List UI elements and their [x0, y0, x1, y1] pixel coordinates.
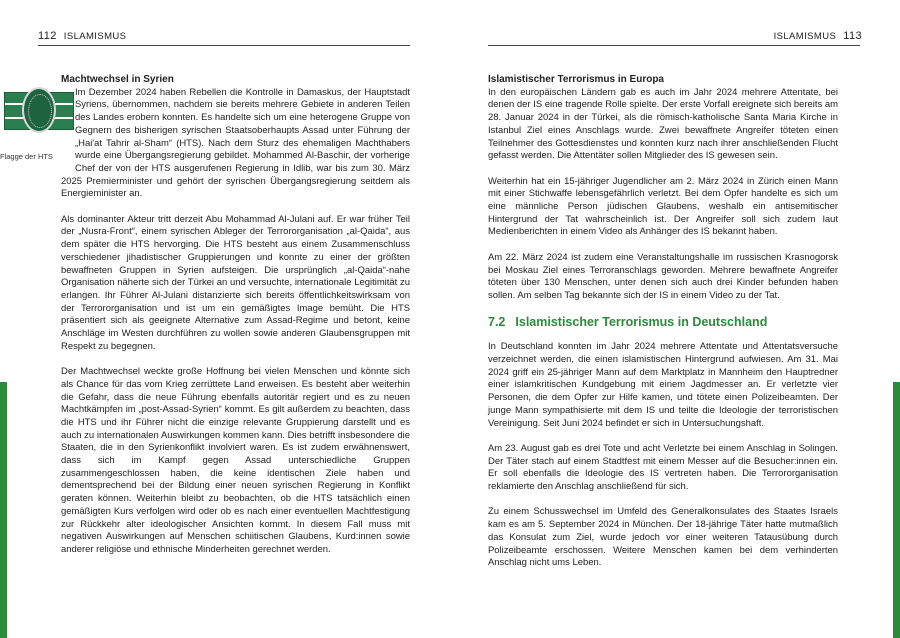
left-heading: Machtwechsel in Syrien — [61, 74, 174, 85]
right-paragraph: Am 22. März 2024 ist zudem eine Veranstaltungshalle im russischen Krasnogorsk bei Moskau Ziel eines Terroranschlags geworden. Mehrere bewaffnete Angreifer töteten über 130 Menschen, unter denen sich auch drei Kinder befunden haben sollen. Am selben Tag bekannte sich der IS in einem Video zu der Tat. — [488, 251, 838, 301]
left-paragraph: Der Machtwechsel weckte große Hoffnung bei vielen Menschen und könnte sich als Chance für das vom Krieg zerrüttete Land erweisen. Es besteht aber weiterhin die Gefahr, dass die neue Führung ebenfalls autoritär regiert und es zu neuen Machtkämpfen im „post-Assad-Syrien“ kommt. Es gilt außerdem zu beachten, dass die HTS und ihr Führer nicht die einzige relevante Gruppierung darstellt und es auch zu internationalen Auswirkungen kommen kann. Dies betrifft insbesondere die Staaten, die in den Syrienkonflikt involviert waren. Es ist zudem erwähnenswert, dass sich im Kampf gegen Assad unterschiedliche Gruppen zusammengeschlossen haben, die keine identischen Ziele haben und dementsprechend bei der Bildung einer neuen syrischen Regierung in Konflikt geraten können. Weiterhin bleibt zu beobachten, ob die HTS tatsächlich einen gemäßigten Kurs verfolgen wird oder ob es nach einer eventuellen Machtfestigung zur Rückkehr alter ideologischer Ansichten kommt. In diesem Fall muss mit negativen Auswirkungen auf Menschen schiitischen Glaubens, Kurd:innen sowie anderer religiöse und ethnische Minderheiten gerechnet werden. — [61, 366, 410, 555]
section-title: Islamistischer Terrorismus in Deutschland — [515, 315, 768, 330]
flag-caption: Flagge der HTS — [0, 151, 53, 161]
right-paragraph: In den europäischen Ländern gab es auch im Jahr 2024 mehrere Attentate, bei denen der IS eine tragende Rolle spielte. Der erste Vorfall ereignete sich bereits am 28. Januar 2024 in der Türkei, als die römisch-katholische Santa Maria Kirche in Istanbul Ziel eines Anschlags wurde. Zwei bewaffnete Angreifer töteten einen Teilnehmer des Gottesdienstes und konnten kurz nach ihrer anschließenden Flucht gefasst werden. Die Attentäter sollen Mitglieder des IS gewesen sein. — [488, 86, 838, 162]
section-number: 7.2 — [488, 315, 506, 330]
right-page-number: 113 — [843, 30, 862, 42]
left-running-head-title: ISLAMISMUS — [63, 31, 127, 42]
hts-flag-image — [4, 92, 74, 130]
left-paragraph: Im Dezember 2024 haben Rebellen die Kontrolle in Damaskus, der Hauptstadt Syriens, übernommen, nachdem sie bereits mehrere Gebiete in anderen Teilen des Landes erobern konnten. Es handelte sich um eine heterogene Gruppe von Gegnern des bisherigen syrischen Staatsoberhaupts Assad unter Führung der „Hai'at Tahrir al-Sham“ (HTS). Nach dem Sturz des ehemaligen Machthabers wurde eine Übergangsregierung gebildet. Mohammed Al-Baschir, der vorherige Chef der von der HTS ausgerufenen Regierung in Idlib, war bis zum 30. März 2025 Premierminister und gehört der syrischen Übergangsregierung seitdem als Energieminister an. — [61, 86, 410, 200]
flag-seal-icon — [22, 87, 56, 133]
hts-flag-figure — [0, 87, 75, 167]
left-page-number: 112 — [38, 30, 57, 42]
right-paragraph: In Deutschland konnten im Jahr 2024 mehrere Attentate und Attentatsversuche verzeichnet werden, die einen islamistischen Hintergrund aufwiesen. Am 31. Mai 2024 griff ein 25-jähriger Mann auf dem Marktplatz in Mannheim den Hauptredner einer islamkritischen Kundgebung mit einem Jagdmesser an. Er verletzte vier Personen, die dem Opfer zur Hilfe kamen, und tötete einen Polizeibeamten. Der junge Mann sympathisierte mit dem IS und teilte die Ideologie der terroristischen Vereinigung. Seit Juni 2024 befindet er sich in Untersuchungshaft. — [488, 341, 838, 429]
left-body — [0, 74, 410, 569]
right-heading: Islamistischer Terrorismus in Europa — [488, 74, 664, 85]
right-green-edge-bar — [893, 382, 900, 638]
right-paragraph: Am 23. August gab es drei Tote und acht Verletzte bei einem Anschlag in Solingen. Der Täter stach auf einem Stadtfest mit einem Messer auf die Besucher:innen ein. Er soll ebenfalls die Ideologie des IS vertreten haben. Die Terrororganisation reklamierte den Anschlag anschließend für sich. — [488, 442, 838, 493]
section-heading — [488, 315, 838, 329]
right-paragraph: Weiterhin hat ein 15-jähriger Jugendlicher am 2. März 2024 in Zürich einen Mann mit einer Stichwaffe lebensgefährlich verletzt. Bei dem Opfer handelte es sich um eine männliche Person jüdischen Glaubens, weshalb ein antisemitischer Hintergrund der Tat wahrscheinlich ist. Der Angreifer soll sich zudem laut Medienberichten in einem Video als Anhänger des IS bekannt haben. — [488, 175, 838, 238]
left-running-header — [38, 30, 126, 42]
left-green-edge-bar — [0, 382, 7, 638]
right-page — [450, 0, 900, 638]
right-running-header — [774, 30, 862, 42]
right-paragraph: Zu einem Schusswechsel im Umfeld des Generalkonsulates des Staates Israels kam es am 5. September 2024 in München. Der 18-jährige Täter hatte mutmaßlich das Konsulat zum Ziel, wurde jedoch vor einer weiteren Tatausübung durch Polizeibeamte erschossen. Weitere Menschen kamen bei dem verhinderten Anschlag nicht ums Leben. — [488, 506, 838, 569]
right-running-head-title: ISLAMISMUS — [773, 31, 837, 42]
left-header-rule — [38, 45, 410, 46]
right-header-rule — [488, 45, 860, 46]
left-paragraph: Als dominanter Akteur tritt derzeit Abu Mohammad Al-Julani auf. Er war früher Teil der „Nusra-Front“, einem syrischen Ableger der Terrororganisation „al-Qaida“, aus dem später die HTS hervorging. Die HTS besteht aus einem Zusammenschluss verschiedener jihadistischer Gruppierungen und konnte zu einer der größten bewaffneten Gruppen in Syrien aufsteigen. Die ursprünglich „al-Qaida“-nahe Organisation näherte sich der Türkei an und versuchte, internationale Legitimität zu erlangen. Ihr Führer Al-Julani distanzierte sich bereits öffentlichkeitswirksam von der Terrororganisation und ist um ein gemäßigtes Image bemüht. Die HTS präsentiert sich als geeignete Alternative zum Assad-Regime und betont, keine Anschläge im Westen durchführen zu wollen sowie anderen Glaubensgruppen mit Respekt zu begegnen. — [61, 213, 410, 352]
right-body — [488, 74, 838, 583]
